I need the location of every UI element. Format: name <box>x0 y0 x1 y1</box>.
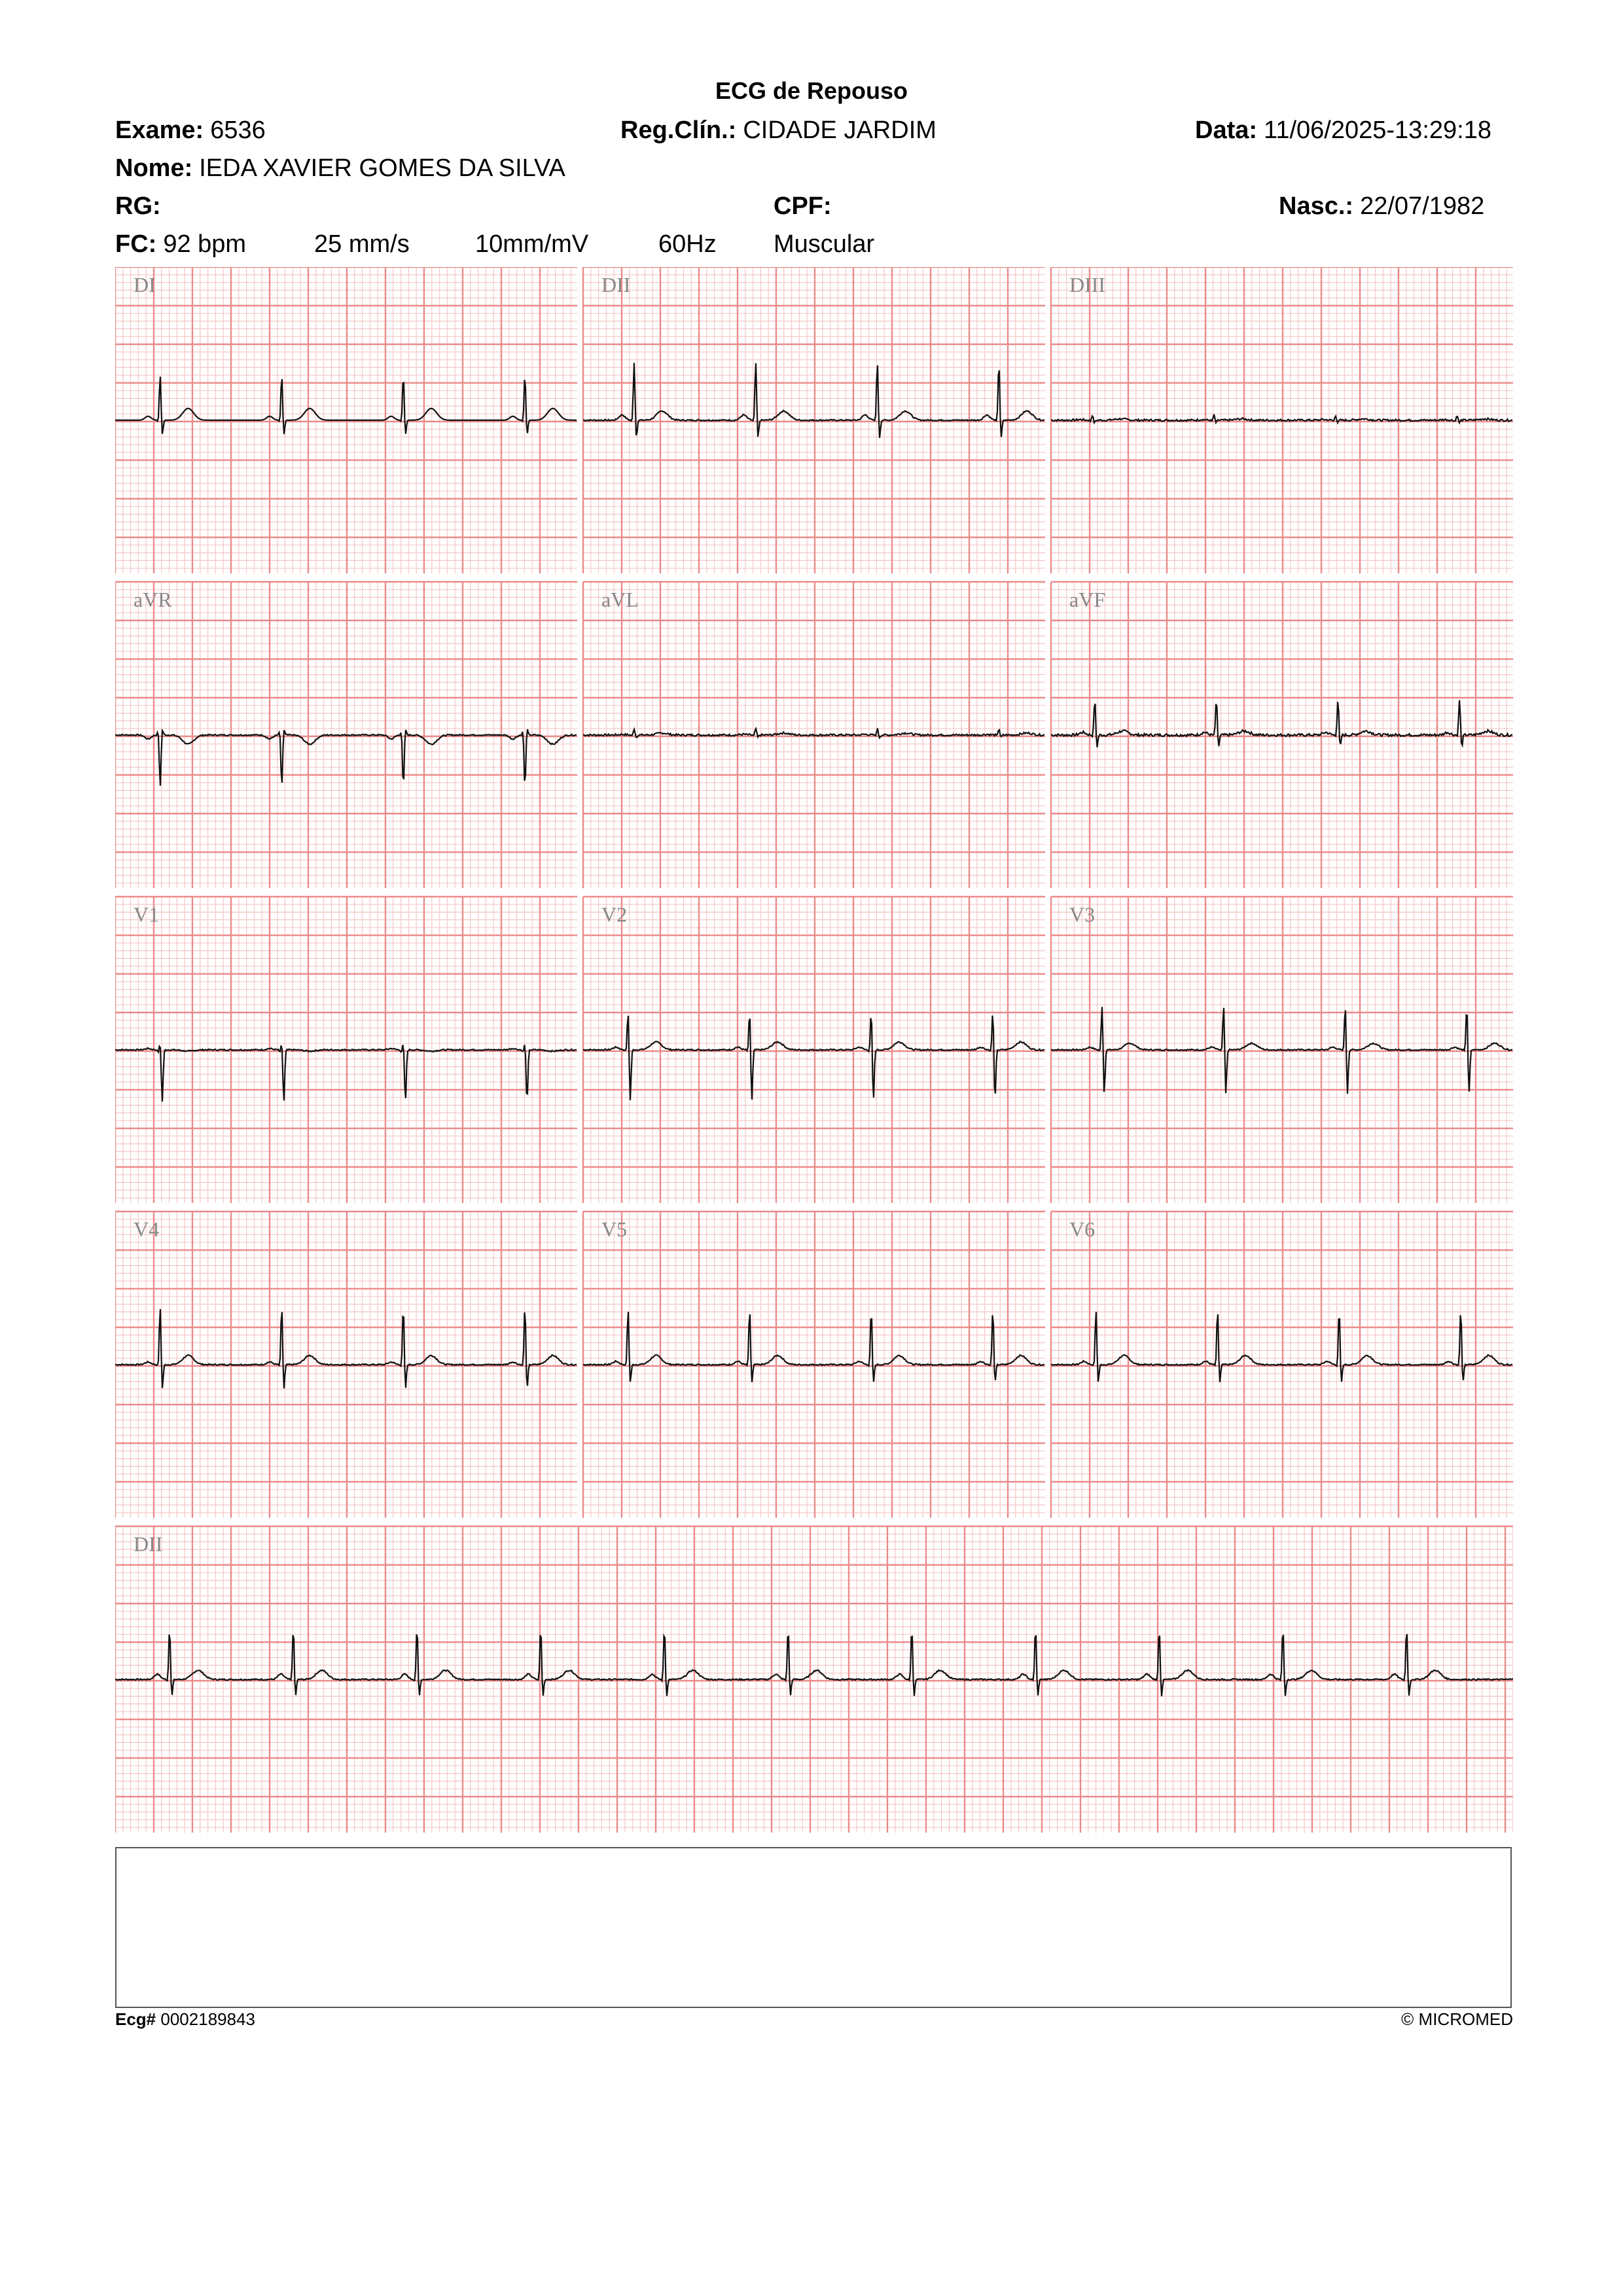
rhythm-lead-label: DII <box>134 1532 163 1556</box>
birth-label: Nasc.: <box>1279 192 1354 220</box>
exam-label: Exame: <box>115 117 204 144</box>
filter-hz-value: 60Hz <box>658 230 717 258</box>
lead-label: V3 <box>1069 903 1096 926</box>
ecg-chart <box>115 267 1513 1833</box>
hr-field <box>115 230 246 259</box>
ecg-panel <box>115 1526 1513 1833</box>
rg-field <box>115 192 168 221</box>
name-value: IEDA XAVIER GOMES DA SILVA <box>199 154 565 182</box>
hr-label: FC: <box>115 230 157 258</box>
grid-major-lines <box>115 1526 1513 1833</box>
lead-label: V1 <box>134 903 160 926</box>
cpf-field <box>774 192 838 221</box>
name-label: Nome: <box>115 154 193 182</box>
cpf-label: CPF: <box>774 192 832 220</box>
lead-label: aVR <box>134 588 172 611</box>
exam-field <box>115 117 266 145</box>
gain-value: 10mm/mV <box>475 230 589 258</box>
lead-label: V6 <box>1069 1217 1096 1241</box>
lead-label: DI <box>134 273 156 296</box>
clinic-label: Reg.Clín.: <box>620 117 737 144</box>
birth-field <box>1279 192 1484 221</box>
lead-label: DIII <box>1069 273 1106 296</box>
ecg-number <box>115 2009 255 2030</box>
lead-label: DII <box>601 273 631 296</box>
lead-label: aVF <box>1069 588 1106 611</box>
date-label: Data: <box>1195 117 1258 144</box>
ecg-canvas <box>115 267 1513 1833</box>
speed-value: 25 mm/s <box>314 230 410 258</box>
clinic-field <box>620 117 936 145</box>
clinic-value: CIDADE JARDIM <box>743 117 936 144</box>
page-title: ECG de Repouso <box>715 77 908 104</box>
lead-label: V2 <box>601 903 628 926</box>
filter-type-value: Muscular <box>774 230 875 258</box>
ecg-number-value: 0002189843 <box>160 2009 255 2029</box>
date-field <box>1195 117 1491 145</box>
lead-label: V5 <box>601 1217 628 1241</box>
date-value: 11/06/2025-13:29:18 <box>1264 117 1491 144</box>
rg-label: RG: <box>115 192 161 220</box>
lead-label: aVL <box>601 588 639 611</box>
grid-minor-lines <box>115 1526 1513 1833</box>
copyright: © MICROMED <box>1401 2009 1513 2029</box>
birth-value: 22/07/1982 <box>1360 192 1485 220</box>
ecg-number-label: Ecg# <box>115 2009 156 2029</box>
comments-box[interactable] <box>115 1847 1512 2008</box>
exam-value: 6536 <box>210 117 266 144</box>
name-field <box>115 154 565 183</box>
hr-value: 92 bpm <box>163 230 247 258</box>
lead-label: V4 <box>134 1217 160 1241</box>
